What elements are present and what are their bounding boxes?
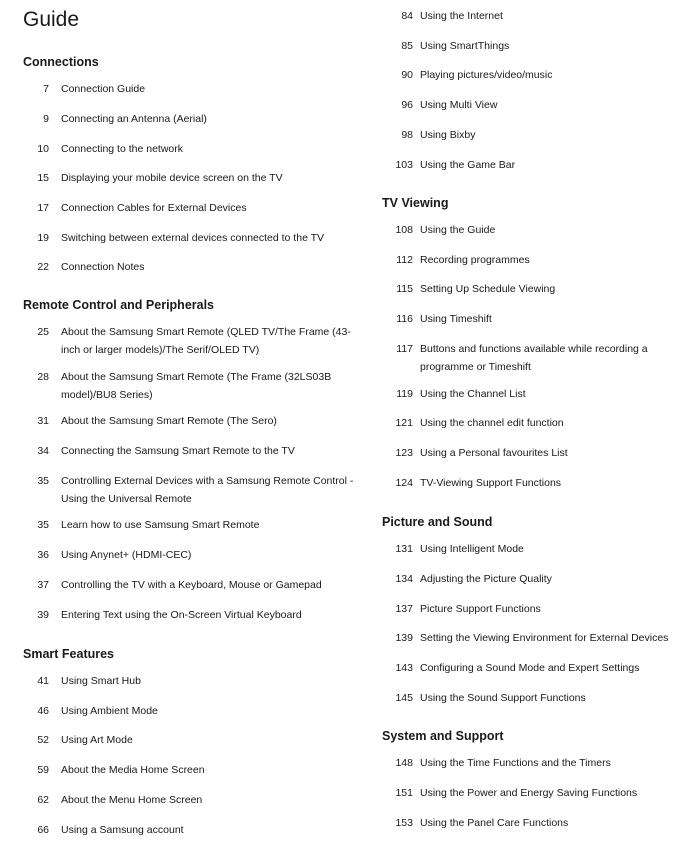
toc-entry[interactable] bbox=[382, 541, 682, 559]
toc-entry[interactable] bbox=[23, 111, 363, 129]
toc-entry[interactable] bbox=[23, 200, 363, 218]
toc-entry[interactable] bbox=[382, 475, 682, 493]
toc-entry[interactable] bbox=[382, 8, 682, 26]
page-number: 59 bbox=[37, 764, 49, 776]
page-number: 143 bbox=[395, 662, 413, 674]
entry-title: Using the Time Functions and the Timers bbox=[420, 757, 611, 769]
toc-entry[interactable] bbox=[23, 762, 363, 780]
section-heading: Connections bbox=[23, 55, 99, 69]
page-number: 25 bbox=[37, 326, 49, 338]
entry-title: Connection Guide bbox=[61, 83, 146, 95]
toc-section bbox=[382, 728, 682, 829]
page-number: 145 bbox=[395, 692, 413, 704]
toc-entry[interactable] bbox=[23, 703, 363, 721]
entry-title: Using SmartThings bbox=[420, 40, 510, 52]
entry-title: Using the Game Bar bbox=[420, 159, 516, 171]
entry-title: Connecting the Samsung Smart Remote to the TV bbox=[61, 445, 295, 457]
toc-section bbox=[23, 54, 363, 273]
page-title: Guide bbox=[23, 8, 80, 31]
page-number: 84 bbox=[401, 10, 413, 22]
entry-title: Connecting to the network bbox=[61, 143, 183, 155]
toc-entry[interactable] bbox=[23, 607, 363, 625]
page-number: 34 bbox=[37, 445, 49, 457]
page-number: 52 bbox=[37, 734, 49, 746]
toc-entry[interactable] bbox=[23, 259, 363, 277]
page-number: 108 bbox=[395, 224, 413, 236]
entry-title: Entering Text using the On-Screen Virtual Keyboard bbox=[61, 609, 302, 621]
page-number: 90 bbox=[401, 69, 413, 81]
page-number: 115 bbox=[396, 283, 413, 295]
page-number: 98 bbox=[401, 129, 413, 141]
page-number: 148 bbox=[395, 757, 413, 769]
page-number: 116 bbox=[396, 313, 413, 325]
page-number: 35 bbox=[37, 475, 49, 487]
toc-entry[interactable] bbox=[23, 230, 363, 248]
page-number: 119 bbox=[396, 388, 413, 400]
page-number: 124 bbox=[395, 477, 413, 489]
entry-title: Using the Internet bbox=[420, 10, 503, 22]
toc-entry[interactable] bbox=[23, 732, 363, 750]
entry-title: Using the channel edit function bbox=[420, 417, 564, 429]
page-number: 36 bbox=[37, 549, 49, 561]
entry-title: TV-Viewing Support Functions bbox=[420, 477, 562, 489]
page-number: 85 bbox=[401, 40, 413, 52]
page-number: 31 bbox=[37, 415, 49, 427]
toc-entry[interactable] bbox=[23, 170, 363, 188]
page-number: 28 bbox=[37, 371, 49, 383]
page-number: 123 bbox=[395, 447, 413, 459]
toc-section bbox=[23, 297, 363, 621]
entry-title: Controlling the TV with a Keyboard, Mouse or Gamepad bbox=[61, 579, 322, 591]
page-number: 41 bbox=[37, 675, 49, 687]
toc-entry[interactable] bbox=[23, 517, 363, 535]
toc-entry[interactable] bbox=[382, 311, 682, 329]
entry-title: Controlling External Devices with a Samsung Remote Control - Using the Universal Remote bbox=[61, 475, 354, 505]
section-heading: Remote Control and Peripherals bbox=[23, 298, 215, 312]
page-number: 117 bbox=[396, 343, 413, 355]
toc-entry[interactable] bbox=[23, 443, 363, 461]
section-heading: Picture and Sound bbox=[382, 515, 493, 529]
entry-title: Configuring a Sound Mode and Expert Settings bbox=[420, 662, 640, 674]
page-number: 9 bbox=[43, 113, 49, 125]
entry-title: Displaying your mobile device screen on the TV bbox=[61, 172, 283, 184]
toc-entry[interactable] bbox=[23, 141, 363, 159]
toc-entry[interactable] bbox=[382, 127, 682, 145]
section-heading: TV Viewing bbox=[382, 196, 449, 210]
entry-title: Buttons and functions available while recording a programme or Timeshift bbox=[420, 343, 648, 373]
toc-left-column bbox=[23, 0, 363, 836]
entry-title: Learn how to use Samsung Smart Remote bbox=[61, 519, 260, 531]
entry-title: Using Multi View bbox=[420, 99, 498, 111]
toc-entry[interactable] bbox=[382, 157, 682, 175]
toc-entry[interactable] bbox=[382, 601, 682, 619]
page-number: 46 bbox=[37, 705, 49, 717]
entry-title: Using a Personal favourites List bbox=[420, 447, 568, 459]
toc-entry[interactable] bbox=[23, 81, 363, 99]
entry-title: Connection Notes bbox=[61, 261, 145, 273]
toc-entry[interactable] bbox=[23, 673, 363, 691]
toc-entry[interactable] bbox=[382, 386, 682, 404]
entry-title: Using the Guide bbox=[420, 224, 496, 236]
entry-title: Using Timeshift bbox=[420, 313, 492, 325]
toc-section bbox=[382, 514, 682, 704]
page-number: 66 bbox=[37, 824, 49, 836]
entry-title: Picture Support Functions bbox=[420, 603, 541, 615]
entry-title: Using Ambient Mode bbox=[61, 705, 158, 717]
toc-entry[interactable] bbox=[382, 67, 682, 85]
toc-entry[interactable] bbox=[382, 415, 682, 433]
entry-title: Playing pictures/video/music bbox=[420, 69, 553, 81]
page-number: 22 bbox=[37, 261, 49, 273]
page-number: 139 bbox=[395, 632, 413, 644]
toc-entry[interactable] bbox=[382, 38, 682, 56]
entry-title: Using Art Mode bbox=[61, 734, 133, 746]
section-heading: Smart Features bbox=[23, 647, 115, 661]
page-number: 103 bbox=[395, 159, 413, 171]
toc-entry[interactable] bbox=[23, 324, 363, 359]
entry-title: About the Samsung Smart Remote (The Sero) bbox=[61, 415, 277, 427]
page-number: 17 bbox=[37, 202, 49, 214]
entry-title: About the Samsung Smart Remote (The Frame (32LS03B model)/BU8 Series) bbox=[61, 371, 332, 401]
page-number: 15 bbox=[37, 172, 49, 184]
toc-entry[interactable] bbox=[382, 815, 682, 833]
toc-entry[interactable] bbox=[382, 690, 682, 708]
toc-entry[interactable] bbox=[23, 792, 363, 810]
page-number: 121 bbox=[395, 417, 413, 429]
entry-title: Adjusting the Picture Quality bbox=[420, 573, 552, 585]
toc-entry[interactable] bbox=[382, 630, 682, 648]
toc-entry[interactable] bbox=[23, 822, 363, 840]
page-number: 151 bbox=[395, 787, 413, 799]
toc-section bbox=[382, 195, 682, 489]
toc-entry[interactable] bbox=[23, 577, 363, 595]
toc-entry[interactable] bbox=[382, 785, 682, 803]
toc-section bbox=[23, 646, 363, 836]
toc-entry[interactable] bbox=[382, 97, 682, 115]
toc-entry[interactable] bbox=[382, 755, 682, 773]
page-number: 10 bbox=[37, 143, 49, 155]
entry-title: Using Smart Hub bbox=[61, 675, 141, 687]
entry-title: Connection Cables for External Devices bbox=[61, 202, 247, 214]
toc-entry[interactable] bbox=[382, 222, 682, 240]
entry-title: Setting Up Schedule Viewing bbox=[420, 283, 556, 295]
entry-title: About the Menu Home Screen bbox=[61, 794, 203, 806]
page-number: 7 bbox=[43, 83, 49, 95]
page-number: 112 bbox=[396, 254, 413, 266]
entry-title: Setting the Viewing Environment for External Devices bbox=[420, 632, 669, 644]
entry-title: Recording programmes bbox=[420, 254, 530, 266]
toc-entry[interactable] bbox=[382, 571, 682, 589]
toc-entry[interactable] bbox=[23, 473, 363, 508]
toc-entry[interactable] bbox=[382, 341, 682, 376]
toc-entry[interactable] bbox=[382, 281, 682, 299]
entry-title: Connecting an Antenna (Aerial) bbox=[61, 113, 207, 125]
toc-entry[interactable] bbox=[23, 413, 363, 431]
entry-title: Using the Channel List bbox=[420, 388, 526, 400]
entry-title: Using Bixby bbox=[420, 129, 476, 141]
entry-title: Using Intelligent Mode bbox=[420, 543, 524, 555]
toc-entry[interactable] bbox=[23, 547, 363, 565]
entry-title: Using a Samsung account bbox=[61, 824, 184, 836]
page-number: 153 bbox=[395, 817, 413, 829]
page-number: 131 bbox=[395, 543, 413, 555]
entry-title: About the Samsung Smart Remote (QLED TV/The Frame (43-inch or larger models)/The Serif/OLED TV) bbox=[61, 326, 351, 356]
entry-title: Using Anynet+ (HDMI-CEC) bbox=[61, 549, 192, 561]
toc-entry[interactable] bbox=[382, 445, 682, 463]
toc-entry[interactable] bbox=[23, 369, 363, 404]
entry-title: Using the Sound Support Functions bbox=[420, 692, 586, 704]
page-number: 19 bbox=[37, 232, 49, 244]
page-number: 35 bbox=[37, 519, 49, 531]
page-number: 62 bbox=[37, 794, 49, 806]
page-number: 134 bbox=[395, 573, 413, 585]
entry-title: Using the Panel Care Functions bbox=[420, 817, 569, 829]
page-number: 96 bbox=[401, 99, 413, 111]
entry-title: About the Media Home Screen bbox=[61, 764, 205, 776]
section-heading: System and Support bbox=[382, 729, 504, 743]
entry-title: Switching between external devices connected to the TV bbox=[61, 232, 325, 244]
toc-entry[interactable] bbox=[382, 252, 682, 270]
page-number: 37 bbox=[37, 579, 49, 591]
toc-entry[interactable] bbox=[382, 660, 682, 678]
page-number: 137 bbox=[395, 603, 413, 615]
entry-title: Using the Power and Energy Saving Functions bbox=[420, 787, 638, 799]
page-number: 39 bbox=[37, 609, 49, 621]
